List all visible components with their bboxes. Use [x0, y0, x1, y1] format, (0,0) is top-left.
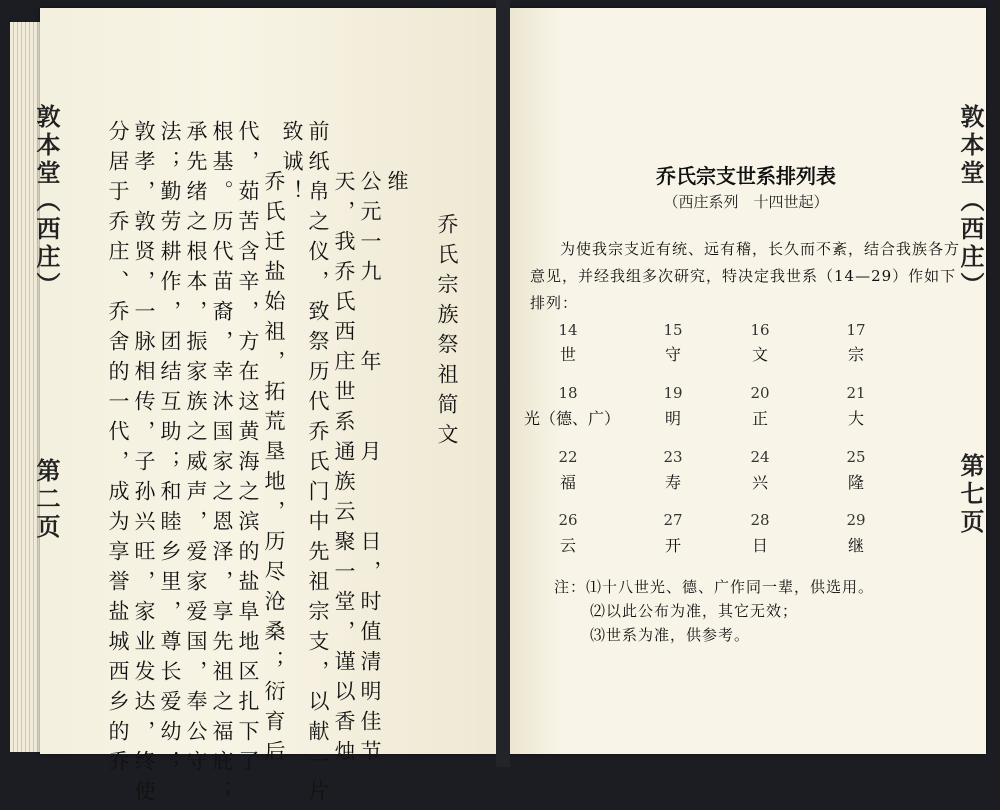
generation-character: 宗 — [847, 345, 864, 364]
generation-character: 光（德、广） — [524, 409, 621, 428]
generation-character: 世 — [559, 345, 576, 364]
generation-character: 大 — [847, 409, 864, 428]
text-column-6: 乔氏迁盐始祖，拓荒垦地，历尽沧桑；衍育后 — [262, 170, 286, 770]
generation-character: 福 — [559, 473, 576, 492]
generation-character: 兴 — [751, 473, 768, 492]
generation-character: 云 — [559, 536, 576, 555]
note-3: ⑶世系为准，供参考。 — [590, 626, 751, 644]
text-column-3: 天，我乔氏西庄世系通族云聚一堂，谨以香烛 — [332, 170, 356, 770]
generation-number: 22 — [558, 448, 578, 466]
generation-number: 23 — [663, 448, 683, 466]
note-1: 注：⑴十八世光、德、广作同一辈，供选用。 — [554, 578, 875, 596]
generation-number: 29 — [846, 511, 866, 529]
left-margin-page: 第二页 — [32, 458, 61, 542]
text-column-4: 前纸帛之仪，致祭历代乔氏门中先祖宗支，以献一片 — [306, 120, 330, 810]
text-column-12: 分居于乔庄、乔舍的一代，成为享誉盐城西乡的乔 — [106, 120, 130, 780]
text-column-5: 致诚！ — [280, 120, 304, 210]
left-margin-header: 敦本堂（西庄） — [32, 104, 61, 300]
text-column-10: 法；勤劳耕作，团结互助；和睦乡里，尊长爱幼； — [158, 120, 182, 780]
generation-character: 隆 — [847, 473, 864, 492]
generation-character: 日 — [751, 536, 768, 555]
right-margin-header: 敦本堂（西庄） — [956, 104, 985, 300]
generation-number: 17 — [846, 321, 866, 339]
generation-number: 15 — [663, 321, 683, 339]
right-page — [506, 8, 986, 754]
generation-character: 开 — [664, 536, 681, 555]
generation-number: 18 — [558, 384, 578, 402]
generation-number: 26 — [558, 511, 578, 529]
text-column-9: 承先绪之根本，振家族之威声，爱家爱国，奉公守 — [184, 120, 208, 780]
text-column-8: 根基。历代苗裔，幸沐国家之恩泽，享先祖之福庇； — [210, 120, 234, 810]
left-title: 乔氏宗族祭祖简文 — [435, 213, 459, 453]
generation-number: 28 — [750, 511, 770, 529]
note-2: ⑵以此公布为准，其它无效； — [590, 602, 799, 620]
right-margin-page: 第七页 — [956, 453, 985, 537]
text-column-2: 公元一九 年 月 日，时值清明佳节 — [358, 170, 382, 770]
generation-character: 明 — [664, 409, 681, 428]
generation-number: 16 — [750, 321, 770, 339]
generation-character: 文 — [751, 345, 768, 364]
generation-number: 20 — [750, 384, 770, 402]
generation-number: 25 — [846, 448, 866, 466]
generation-number: 24 — [750, 448, 770, 466]
table-subtitle: （西庄系列 十四世起） — [663, 193, 829, 211]
intro-paragraph: 为使我宗支近有统、远有稽，长久而不紊，结合我族各方意见，并经我组多次研究，特决定我世系（14—29）作如下排列： — [530, 240, 961, 312]
generation-number: 21 — [846, 384, 866, 402]
generation-number: 27 — [663, 511, 683, 529]
book-gutter — [496, 0, 510, 767]
generation-character: 寿 — [664, 473, 681, 492]
generation-number: 14 — [558, 321, 578, 339]
generation-character: 守 — [664, 345, 681, 364]
generation-character: 正 — [751, 409, 768, 428]
text-column-11: 敦孝，敦贤，一脉相传，子孙兴旺，家业发达，终使 — [132, 120, 156, 810]
text-column-1: 维 — [385, 170, 409, 200]
text-column-7: 代，茹苦含辛，方在这黄海之滨的盐阜地区扎下了 — [236, 120, 260, 780]
background-edge — [988, 0, 1000, 767]
generation-number: 19 — [663, 384, 683, 402]
table-title: 乔氏宗支世系排列表 — [656, 164, 836, 188]
left-page — [32, 8, 502, 810]
generation-character: 继 — [847, 536, 864, 555]
